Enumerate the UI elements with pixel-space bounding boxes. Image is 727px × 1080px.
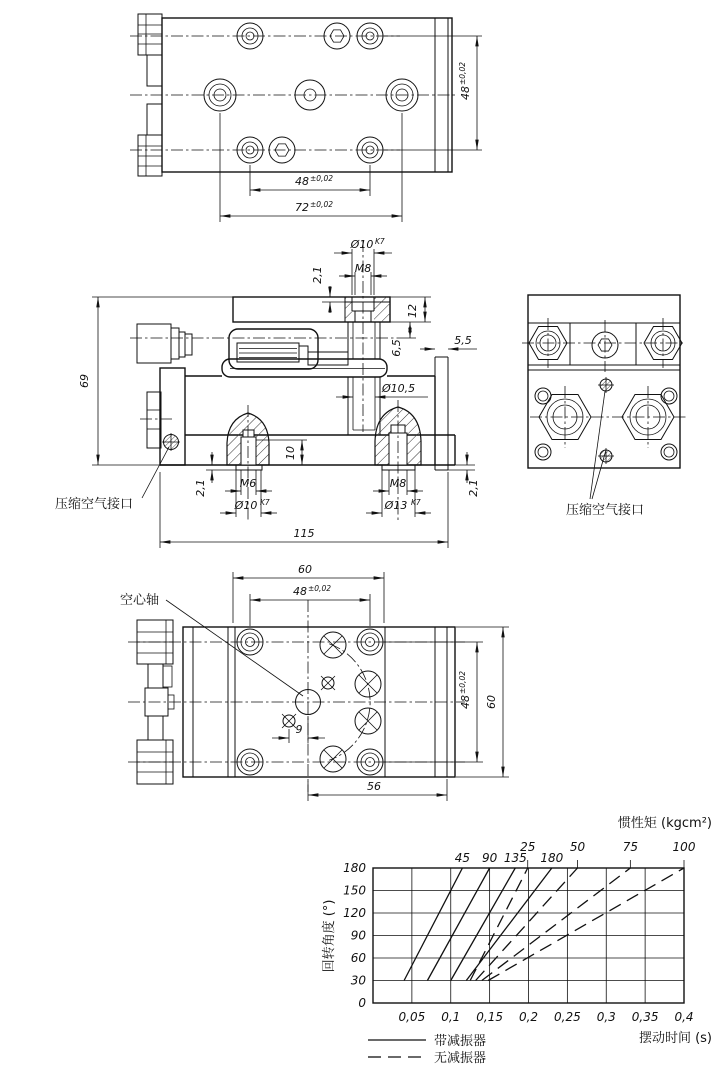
dim-bore-m6: Ø10 bbox=[234, 499, 258, 512]
y-tick-label: 90 bbox=[350, 928, 366, 943]
x-tick-label: 0,25 bbox=[554, 1010, 581, 1024]
series-label-45: 45 bbox=[454, 851, 471, 865]
dim-side-48-tol: ±0,02 bbox=[458, 62, 467, 85]
front-view-dimensions bbox=[55, 237, 480, 548]
x-axis-title: 摆动时间 (s) bbox=[638, 1031, 712, 1046]
dim-bore-top: Ø10 bbox=[350, 238, 374, 251]
dim-port-center: 6,5 bbox=[390, 339, 403, 357]
swing-time-chart bbox=[321, 815, 712, 1066]
dim-body-width: 60 bbox=[485, 695, 498, 709]
dim-flange-thickness: 5,5 bbox=[454, 334, 472, 347]
front-view-flange bbox=[435, 357, 448, 470]
top-view bbox=[130, 14, 482, 222]
series-label-75: 75 bbox=[622, 840, 638, 854]
series-line-100 bbox=[488, 868, 684, 981]
dim-lip-right: 2,1 bbox=[467, 479, 480, 497]
series-label-50: 50 bbox=[569, 840, 586, 854]
dim-plate-thickness: 12 bbox=[406, 304, 419, 318]
x-tick-label: 0,05 bbox=[398, 1010, 426, 1024]
dim-hole-span-48: 48 bbox=[295, 175, 309, 188]
dim-hollow-bore: Ø10,5 bbox=[382, 382, 416, 395]
dim-outer-span-72: 72 bbox=[295, 201, 309, 214]
x-tick-label: 0,15 bbox=[476, 1010, 503, 1024]
bottom-view-dimensions bbox=[120, 563, 509, 801]
dim-hole-span-right-tol: ±0,02 bbox=[458, 671, 467, 694]
series-label-180: 180 bbox=[540, 851, 564, 865]
series-line-50 bbox=[476, 868, 578, 981]
dim-outer-span-72-tol: ±0,02 bbox=[310, 200, 333, 209]
front-view-sensor bbox=[137, 324, 192, 363]
dim-hole-span-48-tol: ±0,02 bbox=[310, 174, 333, 183]
dim-height: 69 bbox=[78, 374, 91, 388]
y-tick-label: 150 bbox=[343, 883, 366, 898]
x-tick-label: 0,4 bbox=[674, 1010, 694, 1024]
hollow-shaft-label: 空心轴 bbox=[120, 593, 160, 608]
y-tick-label: 60 bbox=[350, 951, 366, 965]
series-label-25: 25 bbox=[520, 840, 536, 854]
front-view bbox=[55, 237, 480, 548]
dim-thread-top: M8 bbox=[354, 262, 372, 275]
chart-title: 惯性矩 (kgcm²) bbox=[617, 816, 712, 831]
x-tick-label: 0,1 bbox=[441, 1010, 461, 1024]
y-tick-label: 30 bbox=[350, 973, 366, 988]
x-tick-label: 0,2 bbox=[518, 1010, 539, 1024]
series-label-135: 135 bbox=[503, 851, 527, 865]
series-label-90: 90 bbox=[481, 851, 498, 865]
front-view-bosses bbox=[227, 407, 421, 465]
dim-center-to-edge: 56 bbox=[367, 780, 381, 793]
dim-bore-m8: Ø13 bbox=[384, 499, 408, 512]
dim-hole-span-right: 48 bbox=[459, 695, 472, 709]
legend-label-dashed: 无减振器 bbox=[434, 1051, 487, 1066]
air-port-label-side: 压缩空气接口 bbox=[566, 503, 645, 518]
dim-lip-m6: 2,1 bbox=[194, 479, 207, 497]
dim-stud: 10 bbox=[284, 446, 297, 460]
dim-thread-m6: M6 bbox=[239, 477, 257, 490]
series-line-135 bbox=[451, 868, 516, 981]
series-line-75 bbox=[482, 868, 631, 981]
legend-label-solid: 带减振器 bbox=[434, 1034, 487, 1049]
x-tick-label: 0,35 bbox=[631, 1010, 659, 1024]
y-axis-title: 回转角度 (°) bbox=[322, 899, 337, 973]
dim-bore-m8-fit: K7 bbox=[411, 498, 421, 507]
front-view-slide bbox=[222, 329, 387, 377]
series-line-90 bbox=[427, 868, 489, 981]
bottom-view bbox=[120, 563, 509, 801]
dim-hole-span-top-tol: ±0,02 bbox=[308, 584, 331, 593]
air-port-label-front: 压缩空气接口 bbox=[55, 497, 134, 512]
y-tick-label: 180 bbox=[343, 861, 366, 875]
dim-lip-top: 2,1 bbox=[311, 266, 324, 284]
dim-hole-span-top: 48 bbox=[293, 585, 307, 598]
dim-side-48: 48 bbox=[459, 86, 472, 100]
dim-plate-width: 60 bbox=[298, 563, 312, 576]
dim-bore-m6-fit: K7 bbox=[260, 498, 270, 507]
series-line-45 bbox=[404, 868, 462, 981]
top-view-dimensions bbox=[220, 36, 482, 222]
dim-length: 115 bbox=[293, 527, 315, 540]
y-tick-label: 120 bbox=[343, 906, 366, 920]
dim-thread-m8: M8 bbox=[389, 477, 407, 490]
y-tick-label: 0 bbox=[358, 996, 366, 1010]
x-tick-label: 0,3 bbox=[596, 1010, 616, 1024]
side-view bbox=[522, 295, 688, 518]
series-label-100: 100 bbox=[672, 840, 696, 854]
dim-port-offset: 9 bbox=[295, 723, 303, 736]
top-view-holes bbox=[204, 23, 418, 163]
dim-bore-top-fit: K7 bbox=[375, 237, 385, 246]
series-line-180 bbox=[466, 868, 552, 981]
